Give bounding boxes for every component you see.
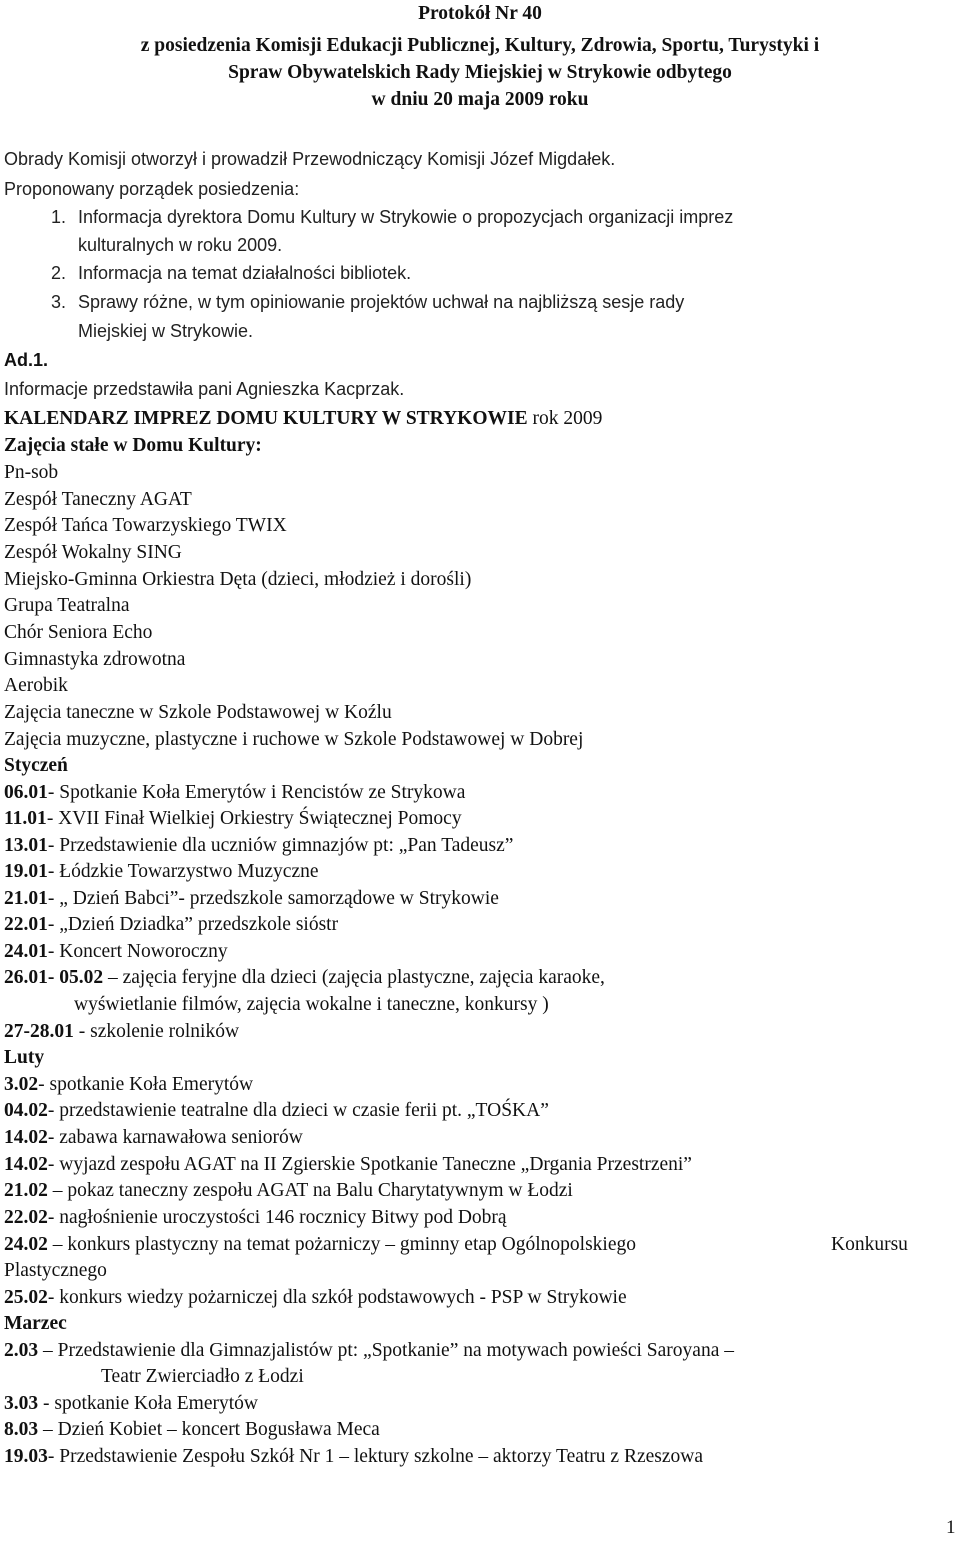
event-row	[4, 1179, 573, 1203]
event-continuation: Teatr Zwierciadło z Łodzi	[101, 1366, 304, 1387]
event-row	[4, 1418, 380, 1442]
event-text: – pokaz taneczny zespołu AGAT na Balu Charytatywnym w Łodzi	[47, 1180, 573, 1201]
event-row	[4, 1126, 303, 1150]
event-text: - zabawa karnawałowa seniorów	[47, 1127, 303, 1148]
event-text: – zajęcia feryjne dla dzieci (zajęcia plastyczne, zajęcia karaoke,	[103, 967, 605, 988]
title-line: Spraw Obywatelskich Rady Miejskiej w Strykowie odbytego	[228, 62, 732, 83]
event-date: 25.02	[4, 1287, 48, 1308]
event-row	[4, 860, 319, 884]
event-row	[4, 1153, 692, 1177]
event-text: - spotkanie Koła Emerytów	[38, 1393, 258, 1414]
event-date: 22.02	[4, 1207, 48, 1228]
agenda-text: Miejskiej w Strykowie.	[78, 321, 254, 341]
event-text: - przedstawienie teatralne dla dzieci w czasie ferii pt. „TOŚKA”	[47, 1100, 549, 1121]
event-continuation: wyświetlanie filmów, zajęcia wokalne i taneczne, konkursy )	[74, 994, 549, 1015]
event-row	[4, 1073, 253, 1097]
list-item: Zespół Tańca Towarzyskiego TWIX	[4, 515, 287, 536]
agenda-number: 1.	[51, 207, 67, 227]
event-text: - Przedstawienie Zespołu Szkół Nr 1 – lektury szkolne – aktorzy Teatru z Rzeszowa	[47, 1446, 703, 1467]
event-date: 26.01- 05.02	[4, 967, 104, 988]
list-item: Pn-sob	[4, 462, 59, 483]
event-date: 14.02	[4, 1154, 48, 1175]
event-row	[4, 887, 499, 911]
event-text: - XVII Finał Wielkiej Orkiestry Świątecznej Pomocy	[46, 808, 462, 829]
event-text: - Spotkanie Koła Emerytów i Rencistów ze Strykowa	[47, 782, 466, 803]
event-date: 27-28.01	[4, 1021, 74, 1042]
calendar-heading-bold: KALENDARZ IMPREZ DOMU KULTURY W STRYKOWIE	[4, 408, 528, 429]
list-item: Grupa Teatralna	[4, 595, 130, 616]
event-row	[4, 781, 465, 805]
agenda-text: Informacja dyrektora Domu Kultury w Strykowie o propozycjach organizacji imprez	[78, 207, 734, 227]
list-item: Aerobik	[4, 675, 68, 696]
event-row	[4, 940, 228, 964]
event-date: 14.02	[4, 1127, 48, 1148]
event-date: 21.02	[4, 1180, 48, 1201]
event-text: - „ Dzień Babci”- przedszkole samorządowe w Strykowie	[47, 888, 499, 909]
event-row	[4, 1445, 703, 1469]
event-continuation: Konkursu	[831, 1234, 908, 1255]
page-number: 1	[946, 1517, 956, 1538]
month-heading: Marzec	[4, 1313, 67, 1334]
title-line: w dniu 20 maja 2009 roku	[371, 89, 589, 110]
event-text: - Przedstawienie dla uczniów gimnazjów pt: „Pan Tadeusz”	[47, 835, 514, 856]
event-row	[4, 1099, 549, 1123]
title-line: z posiedzenia Komisji Edukacji Publicznej, Kultury, Zdrowia, Sportu, Turystyki i	[140, 35, 820, 56]
event-date: 3.02	[4, 1074, 39, 1095]
event-text: – Dzień Kobiet – koncert Bogusława Meca	[38, 1419, 380, 1440]
event-row	[4, 1392, 258, 1416]
permanent-heading: Zajęcia stałe w Domu Kultury:	[4, 435, 262, 456]
list-item: Zespół Taneczny AGAT	[4, 489, 192, 510]
calendar-heading	[4, 407, 602, 431]
presenter-text: Informacje przedstawiła pani Agnieszka Kacprzak.	[4, 379, 405, 399]
event-text: - wyjazd zespołu AGAT na II Zgierskie Spotkanie Taneczne „Drgania Przestrzeni”	[47, 1154, 692, 1175]
event-text: - Łódzkie Towarzystwo Muzyczne	[47, 861, 319, 882]
event-row	[4, 913, 338, 937]
event-row	[4, 966, 605, 990]
event-date: 24.02	[4, 1234, 48, 1255]
list-item: Gimnastyka zdrowotna	[4, 649, 186, 670]
event-text: – konkurs plastyczny na temat pożarniczy – gminny etap Ogólnopolskiego	[47, 1234, 636, 1255]
event-text: - Koncert Noworoczny	[47, 941, 228, 962]
ad1-label: Ad.1.	[4, 350, 49, 370]
event-text: - konkurs wiedzy pożarniczej dla szkół podstawowych - PSP w Strykowie	[47, 1287, 627, 1308]
event-continuation: Plastycznego	[4, 1260, 107, 1281]
list-item: Zajęcia taneczne w Szkole Podstawowej w Koźlu	[4, 702, 392, 723]
event-text: - spotkanie Koła Emerytów	[38, 1074, 254, 1095]
event-date: 13.01	[4, 835, 48, 856]
event-text: – Przedstawienie dla Gimnazjalistów pt: „Spotkanie” na motywach powieści Saroyana –	[38, 1340, 734, 1361]
event-row	[4, 1020, 239, 1044]
event-date: 11.01	[4, 808, 47, 829]
event-date: 04.02	[4, 1100, 48, 1121]
list-item: Zespół Wokalny SING	[4, 542, 182, 563]
event-row	[4, 1206, 507, 1230]
calendar-heading-year: rok 2009	[527, 408, 603, 429]
list-item: Miejsko-Gminna Orkiestra Dęta (dzieci, młodzież i dorośli)	[4, 569, 472, 590]
event-text: - „Dzień Dziadka” przedszkole sióstr	[47, 914, 339, 935]
agenda-number: 2.	[51, 263, 67, 283]
list-item: Zajęcia muzyczne, plastyczne i ruchowe w Szkole Podstawowej w Dobrej	[4, 729, 584, 750]
event-row	[4, 1233, 636, 1257]
agenda-text: kulturalnych w roku 2009.	[78, 235, 283, 255]
event-date: 24.01	[4, 941, 48, 962]
month-heading: Styczeń	[4, 755, 68, 776]
list-item: Chór Seniora Echo	[4, 622, 153, 643]
event-row	[4, 1339, 734, 1363]
agenda-text: Sprawy różne, w tym opiniowanie projektów uchwał na najbliższą sesje rady	[78, 292, 685, 312]
agenda-heading: Proponowany porządek posiedzenia:	[4, 179, 300, 199]
event-row	[4, 1286, 627, 1310]
opening-text: Obrady Komisji otworzył i prowadził Przewodniczący Komisji Józef Migdałek.	[4, 149, 616, 169]
month-heading: Luty	[4, 1047, 45, 1068]
event-date: 19.01	[4, 861, 48, 882]
event-text: - nagłośnienie uroczystości 146 rocznicy Bitwy pod Dobrą	[47, 1207, 507, 1228]
event-date: 19.03	[4, 1446, 48, 1467]
event-row	[4, 834, 513, 858]
event-date: 3.03	[4, 1393, 39, 1414]
event-row	[4, 807, 462, 831]
agenda-number: 3.	[51, 292, 67, 312]
event-date: 21.01	[4, 888, 48, 909]
event-date: 8.03	[4, 1419, 39, 1440]
event-date: 06.01	[4, 782, 48, 803]
agenda-text: Informacja na temat działalności bibliotek.	[78, 263, 412, 283]
title-line: Protokół Nr 40	[418, 3, 542, 24]
event-date: 22.01	[4, 914, 48, 935]
event-text: - szkolenie rolników	[73, 1021, 240, 1042]
event-date: 2.03	[4, 1340, 39, 1361]
